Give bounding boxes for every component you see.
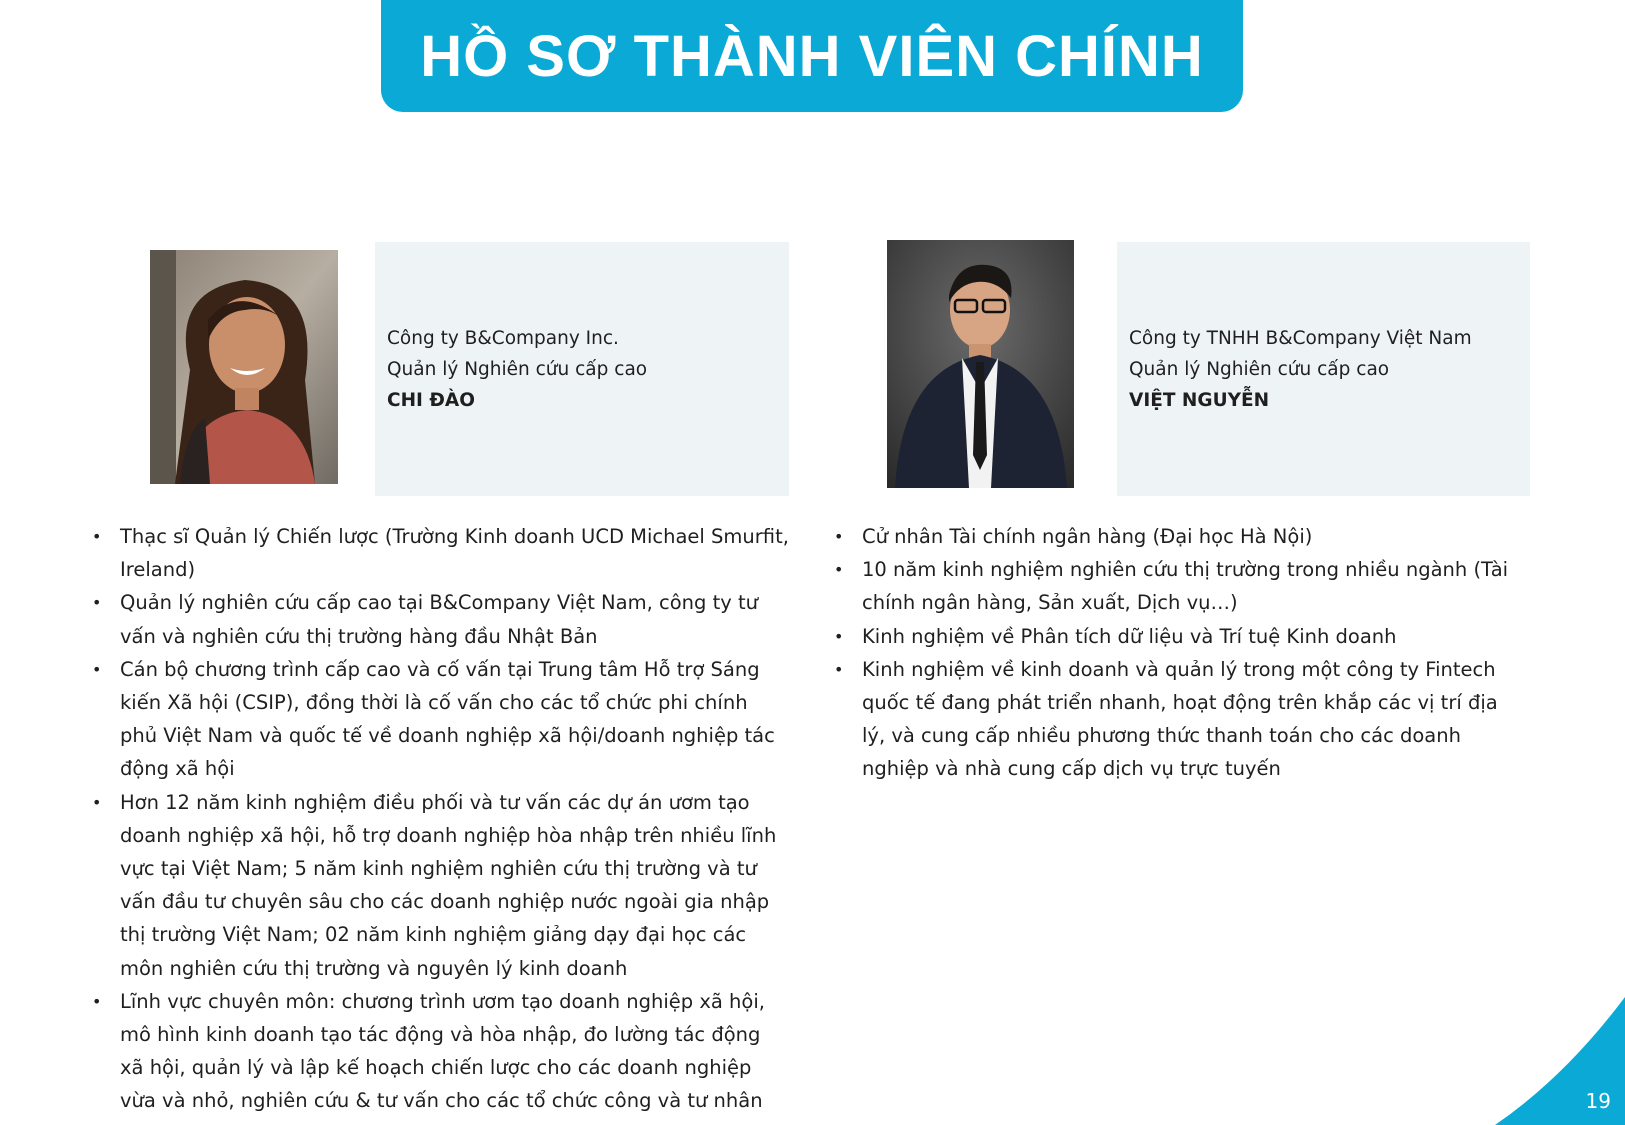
member-name: CHI ĐÀO: [387, 389, 475, 411]
member-photo-chi-dao: [150, 250, 338, 484]
member-bullets-viet-nguyen: [832, 520, 1524, 786]
list-item-text: Kinh nghiệm về kinh doanh và quản lý trong một công ty Fintech quốc tế đang phát triển nhanh, hoạt động trên khắp các vị trí địa lý, và cung cấp nhiều phương thức thanh toán cho các doanh nghiệp và nhà cung cấp dịch vụ trực tuyến: [862, 657, 1498, 781]
member-role: Quản lý Nghiên cứu cấp cao: [387, 358, 648, 380]
title-banner: [381, 0, 1243, 112]
list-item-text: 10 năm kinh nghiệm nghiên cứu thị trường trong nhiều ngành (Tài chính ngân hàng, Sản xuất, Dịch vụ…): [862, 558, 1509, 615]
list-item-text: Hơn 12 năm kinh nghiệm điều phối và tư vấn các dự án ươm tạo doanh nghiệp xã hội, hỗ trợ doanh nghiệp hòa nhập trên nhiều lĩnh vực tại Việt Nam; 5 năm kinh nghiệm nghiên cứu thị trường và tư vấn đầu tư chuyên sâu cho các doanh nghiệp nước ngoài gia nhập thị trường Việt Nam; 02 năm kinh nghiệm giảng dạy đại học các môn nghiên cứu thị trường và nguyên lý kinh doanh: [120, 790, 777, 980]
member-photo-viet-nguyen: [887, 240, 1074, 488]
list-item-text: Cử nhân Tài chính ngân hàng (Đại học Hà Nội): [862, 525, 1313, 548]
bullet-icon: •: [834, 560, 844, 580]
list-item: [832, 653, 1524, 786]
bullet-icon: •: [834, 527, 844, 546]
list-item: [832, 620, 1524, 653]
list-item: [832, 520, 1524, 553]
bullet-icon: •: [834, 626, 844, 646]
member-company: Công ty B&Company Inc.: [387, 327, 619, 349]
list-item: [90, 520, 790, 586]
bullet-icon: •: [92, 792, 102, 812]
member-role: Quản lý Nghiên cứu cấp cao: [1129, 358, 1390, 380]
member-company: Công ty TNHH B&Company Việt Nam: [1129, 327, 1472, 349]
list-item-text: Thạc sĩ Quản lý Chiến lược (Trường Kinh doanh UCD Michael Smurfit, Ireland): [120, 525, 789, 582]
list-item: [90, 985, 790, 1118]
member-bullets-chi-dao: [90, 520, 790, 1118]
list-item-text: Quản lý nghiên cứu cấp cao tại B&Company Việt Nam, công ty tư vấn và nghiên cứu thị trường hàng đầu Nhật Bản: [120, 591, 758, 648]
member-info-box-chi-dao: [375, 242, 789, 496]
list-item-text: Lĩnh vực chuyên môn: chương trình ươm tạo doanh nghiệp xã hội, mô hình kinh doanh tạo tác động và hòa nhập, đo lường tác động xã hội, quản lý và lập kế hoạch chiến lược cho các doanh nghiệp vừa và nhỏ, nghiên cứu & tư vấn cho các tổ chức công và tư nhân: [120, 989, 765, 1113]
list-item: [832, 553, 1524, 619]
bullet-icon: •: [92, 659, 102, 679]
member-name: VIỆT NGUYỄN: [1129, 389, 1270, 411]
bullet-icon: •: [92, 527, 102, 546]
page-number: 19: [1585, 1089, 1611, 1113]
list-item: [90, 586, 790, 652]
list-item-text: Kinh nghiệm về Phân tích dữ liệu và Trí tuệ Kinh doanh: [862, 624, 1397, 648]
list-item: [90, 653, 790, 786]
member-info-box-viet-nguyen: [1117, 242, 1530, 496]
bullet-icon: •: [92, 991, 102, 1011]
page-title: HỒ SƠ THÀNH VIÊN CHÍNH: [420, 23, 1204, 89]
list-item: [90, 786, 790, 985]
bullet-icon: •: [834, 659, 844, 679]
list-item-text: Cán bộ chương trình cấp cao và cố vấn tại Trung tâm Hỗ trợ Sáng kiến Xã hội (CSIP), đồng thời là cố vấn cho các tổ chức phi chính phủ Việt Nam và quốc tế về doanh nghiệp xã hội/doanh nghiệp tác động xã hội: [120, 657, 775, 781]
bullet-icon: •: [92, 593, 102, 613]
